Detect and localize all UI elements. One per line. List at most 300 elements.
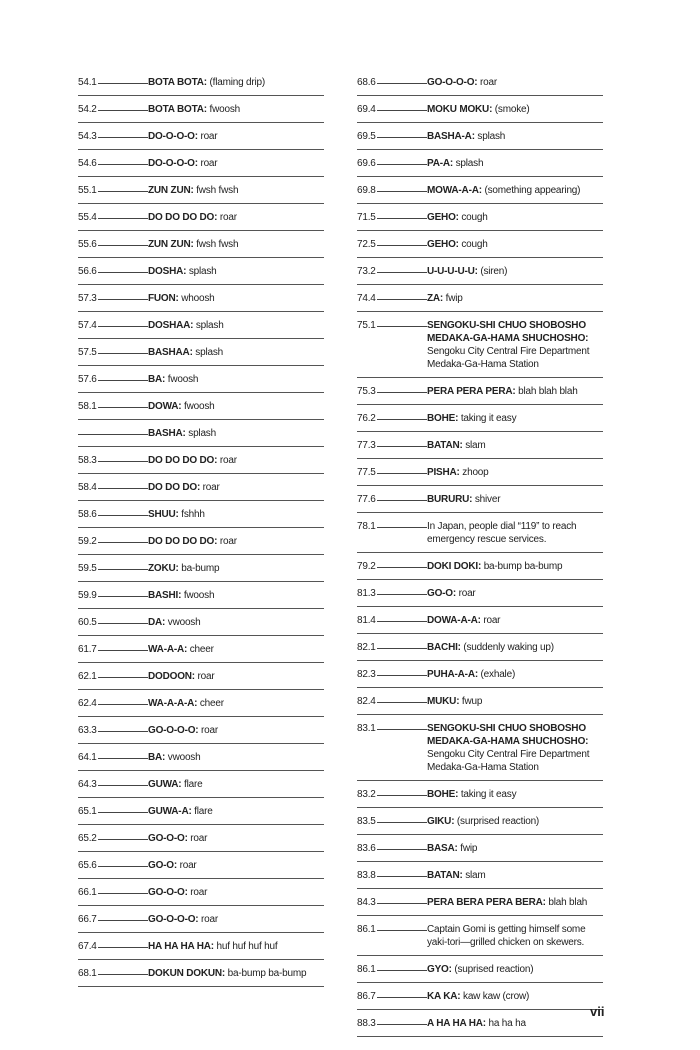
leader-rule bbox=[98, 83, 148, 84]
leader-rule bbox=[377, 795, 427, 796]
entry-text bbox=[427, 184, 603, 197]
leader-rule bbox=[98, 218, 148, 219]
sound-effect-term: SENGOKU-SHI CHUO SHOBOSHO MEDAKA-GA-HAMA SHUCHOSHO: bbox=[427, 723, 589, 747]
translation: roar bbox=[197, 158, 218, 169]
sound-effect-term: BASHA-A: bbox=[427, 131, 475, 142]
sound-effect-term: DO DO DO DO: bbox=[148, 536, 218, 547]
glossary-entry bbox=[357, 177, 603, 204]
glossary-entry bbox=[78, 879, 324, 906]
leader-rule bbox=[98, 677, 148, 678]
glossary-entry bbox=[357, 459, 603, 486]
entry-text bbox=[148, 805, 324, 818]
entry-page-panel: 65.2 bbox=[78, 833, 97, 844]
leader-rule bbox=[377, 137, 427, 138]
entry-page-panel: 57.4 bbox=[78, 320, 97, 331]
glossary-entry bbox=[78, 447, 324, 474]
entry-page-panel: 66.7 bbox=[78, 914, 97, 925]
sound-effect-term: KA KA: bbox=[427, 991, 461, 1002]
leader-rule bbox=[377, 83, 427, 84]
translation: whoosh bbox=[178, 293, 215, 304]
entry-text bbox=[148, 319, 324, 332]
glossary-entry bbox=[357, 96, 603, 123]
entry-text bbox=[148, 562, 324, 575]
translation: cough bbox=[458, 212, 488, 223]
entry-text bbox=[148, 886, 324, 899]
entry-text bbox=[148, 535, 324, 548]
entry-text bbox=[148, 157, 324, 170]
entry-page-panel: 57.3 bbox=[78, 293, 97, 304]
leader-rule bbox=[98, 461, 148, 462]
sound-effect-term: DOKI DOKI: bbox=[427, 561, 482, 572]
entry-page-panel: 81.3 bbox=[357, 588, 376, 599]
leader-rule bbox=[377, 675, 427, 676]
entry-text bbox=[427, 265, 603, 278]
entry-text bbox=[427, 990, 603, 1003]
entry-page-panel: 86.7 bbox=[357, 991, 376, 1002]
glossary-right-column bbox=[357, 69, 603, 1037]
translation: (suddenly waking up) bbox=[460, 642, 554, 653]
leader-rule bbox=[98, 650, 148, 651]
glossary-entry bbox=[78, 852, 324, 879]
entry-text bbox=[148, 454, 324, 467]
glossary-entry bbox=[357, 835, 603, 862]
translation: splash bbox=[192, 347, 224, 358]
leader-rule bbox=[98, 704, 148, 705]
glossary-entry bbox=[357, 553, 603, 580]
glossary-entry bbox=[357, 378, 603, 405]
glossary-entry bbox=[357, 916, 603, 956]
translation: flare bbox=[191, 806, 213, 817]
glossary-entry bbox=[357, 688, 603, 715]
sound-effect-term: A HA HA HA: bbox=[427, 1018, 486, 1029]
entry-text bbox=[427, 896, 603, 909]
entry-text bbox=[148, 724, 324, 737]
translation: Sengoku City Central Fire Department Medaka-Ga-Hama Station bbox=[427, 346, 590, 370]
glossary-entry bbox=[78, 366, 324, 393]
entry-text bbox=[148, 211, 324, 224]
entry-text bbox=[148, 346, 324, 359]
leader-rule bbox=[98, 515, 148, 516]
leader-rule bbox=[377, 822, 427, 823]
translation: roar bbox=[217, 536, 237, 547]
entry-page-panel: 67.4 bbox=[78, 941, 97, 952]
entry-page-panel: 65.6 bbox=[78, 860, 97, 871]
leader-rule bbox=[98, 812, 148, 813]
entry-text bbox=[148, 940, 324, 953]
sound-effect-term: U-U-U-U-U: bbox=[427, 266, 478, 277]
translation: fwoosh bbox=[206, 104, 240, 115]
entry-page-panel: 82.1 bbox=[357, 642, 376, 653]
entry-page-panel: 75.3 bbox=[357, 386, 376, 397]
entry-text bbox=[148, 400, 324, 413]
glossary-entry bbox=[78, 285, 324, 312]
entry-page-panel: 68.1 bbox=[78, 968, 97, 979]
glossary-entry bbox=[78, 69, 324, 96]
sound-effect-term: DO-O-O-O: bbox=[148, 131, 198, 142]
glossary-entry bbox=[78, 798, 324, 825]
glossary-entry bbox=[78, 123, 324, 150]
entry-text bbox=[427, 493, 603, 506]
translation: splash bbox=[185, 428, 216, 439]
sound-effect-term: DO-O-O-O: bbox=[148, 158, 198, 169]
entry-page-panel: 62.4 bbox=[78, 698, 97, 709]
translation: fwoosh bbox=[165, 374, 199, 385]
translation: zhoop bbox=[459, 467, 489, 478]
leader-rule bbox=[377, 164, 427, 165]
glossary-entry bbox=[357, 432, 603, 459]
entry-page-panel: 54.6 bbox=[78, 158, 97, 169]
translation: ba-bump ba-bump bbox=[481, 561, 563, 572]
translation: cheer bbox=[197, 698, 224, 709]
sound-effect-term: FUON: bbox=[148, 293, 179, 304]
entry-text bbox=[148, 859, 324, 872]
translation: splash bbox=[186, 266, 217, 277]
sound-effect-term: PA-A: bbox=[427, 158, 454, 169]
translation: huf huf huf huf bbox=[213, 941, 278, 952]
entry-text bbox=[427, 695, 603, 708]
translation: vwoosh bbox=[165, 752, 201, 763]
entry-page-panel: 81.4 bbox=[357, 615, 376, 626]
entry-text bbox=[427, 560, 603, 573]
entry-text bbox=[148, 238, 324, 251]
translation: roar bbox=[177, 860, 197, 871]
glossary-entry bbox=[78, 258, 324, 285]
leader-rule bbox=[377, 392, 427, 393]
glossary-entry bbox=[357, 956, 603, 983]
entry-page-panel: 88.3 bbox=[357, 1018, 376, 1029]
entry-text bbox=[148, 76, 324, 89]
entry-text bbox=[148, 508, 324, 521]
sound-effect-term: DO DO DO DO: bbox=[148, 212, 218, 223]
sound-effect-term: MOWA-A-A: bbox=[427, 185, 482, 196]
entry-page-panel: 55.6 bbox=[78, 239, 97, 250]
leader-rule bbox=[377, 272, 427, 273]
entry-text bbox=[148, 130, 324, 143]
translation: splash bbox=[193, 320, 224, 331]
leader-rule bbox=[98, 245, 148, 246]
sound-effect-term: DO DO DO DO: bbox=[148, 455, 218, 466]
translation: splash bbox=[453, 158, 484, 169]
translation: roar bbox=[198, 914, 218, 925]
translation: fwsh fwsh bbox=[193, 185, 239, 196]
translation: slam bbox=[462, 870, 486, 881]
leader-rule bbox=[98, 353, 148, 354]
leader-rule bbox=[377, 702, 427, 703]
leader-rule bbox=[377, 930, 427, 931]
entry-page-panel: 68.6 bbox=[357, 77, 376, 88]
leader-rule bbox=[377, 446, 427, 447]
entry-page-panel: 83.6 bbox=[357, 843, 376, 854]
entry-text bbox=[427, 211, 603, 224]
glossary-entry bbox=[357, 69, 603, 96]
translation: fshhh bbox=[178, 509, 205, 520]
translation: (siren) bbox=[477, 266, 508, 277]
entry-text bbox=[148, 589, 324, 602]
entry-page-panel: 54.1 bbox=[78, 77, 97, 88]
leader-rule bbox=[98, 110, 148, 111]
leader-rule bbox=[98, 164, 148, 165]
translation: vwoosh bbox=[165, 617, 201, 628]
glossary-entry bbox=[78, 744, 324, 771]
entry-page-panel: 55.4 bbox=[78, 212, 97, 223]
glossary-entry bbox=[78, 96, 324, 123]
translation: shiver bbox=[472, 494, 501, 505]
entry-text bbox=[427, 439, 603, 452]
entry-text bbox=[148, 481, 324, 494]
entry-page-panel: 59.5 bbox=[78, 563, 97, 574]
entry-page-panel: 72.5 bbox=[357, 239, 376, 250]
sound-effect-term: DO DO DO: bbox=[148, 482, 201, 493]
sound-effect-term: ZUN ZUN: bbox=[148, 239, 194, 250]
leader-rule bbox=[377, 849, 427, 850]
entry-page-panel: 82.4 bbox=[357, 696, 376, 707]
entry-page-panel: 86.1 bbox=[357, 924, 376, 935]
glossary-entry bbox=[78, 690, 324, 717]
entry-text bbox=[148, 292, 324, 305]
entry-text bbox=[427, 923, 603, 949]
glossary-entry bbox=[78, 150, 324, 177]
glossary-entry bbox=[357, 889, 603, 916]
glossary-entry bbox=[78, 609, 324, 636]
sound-effect-term: BASHAA: bbox=[148, 347, 193, 358]
entry-page-panel: 57.5 bbox=[78, 347, 97, 358]
translation: fwup bbox=[459, 696, 483, 707]
glossary-entry bbox=[357, 1010, 603, 1037]
glossary-entry bbox=[78, 420, 324, 447]
translation: ha ha ha bbox=[485, 1018, 526, 1029]
translation: (flaming drip) bbox=[206, 77, 266, 88]
leader-rule bbox=[98, 920, 148, 921]
leader-rule bbox=[98, 839, 148, 840]
glossary-left-column bbox=[78, 69, 324, 987]
entry-page-panel: 61.7 bbox=[78, 644, 97, 655]
glossary-entry bbox=[78, 501, 324, 528]
leader-rule bbox=[377, 1024, 427, 1025]
sound-effect-term: GUWA: bbox=[148, 779, 182, 790]
leader-rule bbox=[377, 903, 427, 904]
entry-text bbox=[148, 751, 324, 764]
glossary-entry bbox=[357, 781, 603, 808]
leader-rule bbox=[78, 434, 148, 435]
entry-page-panel: 83.8 bbox=[357, 870, 376, 881]
glossary-entry bbox=[357, 862, 603, 889]
leader-rule bbox=[377, 970, 427, 971]
entry-text bbox=[427, 641, 603, 654]
glossary-entry bbox=[78, 393, 324, 420]
entry-page-panel: 83.1 bbox=[357, 723, 376, 734]
glossary-entry bbox=[78, 474, 324, 501]
leader-rule bbox=[377, 621, 427, 622]
entry-page-panel: 69.4 bbox=[357, 104, 376, 115]
entry-page-panel: 57.6 bbox=[78, 374, 97, 385]
sound-effect-term: BURURU: bbox=[427, 494, 473, 505]
glossary-entry bbox=[78, 717, 324, 744]
translation: taking it easy bbox=[458, 413, 517, 424]
entry-page-panel: 65.1 bbox=[78, 806, 97, 817]
glossary-entry bbox=[357, 607, 603, 634]
glossary-entry bbox=[78, 555, 324, 582]
leader-rule bbox=[377, 326, 427, 327]
sound-effect-term: BATAN: bbox=[427, 440, 463, 451]
entry-page-panel: 84.3 bbox=[357, 897, 376, 908]
entry-page-panel: 56.6 bbox=[78, 266, 97, 277]
glossary-entry bbox=[78, 636, 324, 663]
leader-rule bbox=[377, 648, 427, 649]
leader-rule bbox=[98, 380, 148, 381]
entry-page-panel: 62.1 bbox=[78, 671, 97, 682]
translation: roar bbox=[217, 455, 237, 466]
sound-effect-term: SENGOKU-SHI CHUO SHOBOSHO MEDAKA-GA-HAMA SHUCHOSHO: bbox=[427, 320, 589, 344]
entry-page-panel: 74.4 bbox=[357, 293, 376, 304]
entry-page-panel: 79.2 bbox=[357, 561, 376, 572]
entry-page-panel: 54.3 bbox=[78, 131, 97, 142]
entry-page-panel: 69.5 bbox=[357, 131, 376, 142]
entry-page-panel: 69.8 bbox=[357, 185, 376, 196]
translation: kaw kaw (crow) bbox=[460, 991, 530, 1002]
glossary-entry bbox=[357, 285, 603, 312]
entry-text bbox=[148, 373, 324, 386]
leader-rule bbox=[98, 542, 148, 543]
glossary-entry bbox=[78, 231, 324, 258]
entry-page-panel: 55.1 bbox=[78, 185, 97, 196]
sound-effect-term: DOKUN DOKUN: bbox=[148, 968, 226, 979]
glossary-entry bbox=[78, 771, 324, 798]
entry-page-panel: 54.2 bbox=[78, 104, 97, 115]
entry-text bbox=[148, 643, 324, 656]
entry-text bbox=[148, 697, 324, 710]
entry-page-panel: 60.5 bbox=[78, 617, 97, 628]
leader-rule bbox=[377, 527, 427, 528]
page-number: vii bbox=[590, 1004, 605, 1019]
entry-page-panel: 82.3 bbox=[357, 669, 376, 680]
leader-rule bbox=[377, 876, 427, 877]
glossary-entry bbox=[357, 580, 603, 607]
sound-effect-term: ZOKU: bbox=[148, 563, 179, 574]
entry-text bbox=[148, 184, 324, 197]
glossary-entry bbox=[357, 661, 603, 688]
entry-text bbox=[148, 427, 324, 440]
sound-effect-term: DOSHA: bbox=[148, 266, 187, 277]
sound-effect-term: BATAN: bbox=[427, 870, 463, 881]
sound-effect-term: BASHI: bbox=[148, 590, 182, 601]
leader-rule bbox=[98, 488, 148, 489]
translation: Sengoku City Central Fire Department Medaka-Ga-Hama Station bbox=[427, 749, 590, 773]
sound-effect-term: GYO: bbox=[427, 964, 452, 975]
glossary-entry bbox=[357, 312, 603, 378]
glossary-entry bbox=[78, 663, 324, 690]
entry-page-panel: 66.1 bbox=[78, 887, 97, 898]
sound-effect-term: GUWA-A: bbox=[148, 806, 192, 817]
translation: (exhale) bbox=[477, 669, 516, 680]
translation: roar bbox=[187, 833, 208, 844]
sound-effect-term: MUKU: bbox=[427, 696, 460, 707]
glossary-entry bbox=[357, 231, 603, 258]
entry-page-panel: 75.1 bbox=[357, 320, 376, 331]
translation: roar bbox=[197, 131, 218, 142]
leader-rule bbox=[377, 473, 427, 474]
translation: (surprised reaction) bbox=[454, 816, 540, 827]
entry-page-panel: 77.3 bbox=[357, 440, 376, 451]
translation: taking it easy bbox=[458, 789, 517, 800]
sound-effect-term: BA: bbox=[148, 752, 166, 763]
leader-rule bbox=[98, 785, 148, 786]
leader-rule bbox=[98, 137, 148, 138]
translation: roar bbox=[194, 671, 215, 682]
entry-text bbox=[427, 76, 603, 89]
translation: fwsh fwsh bbox=[193, 239, 239, 250]
leader-rule bbox=[98, 326, 148, 327]
glossary-entry bbox=[78, 933, 324, 960]
sound-effect-term: BA: bbox=[148, 374, 166, 385]
sound-effect-term: SHUU: bbox=[148, 509, 179, 520]
sound-effect-term: GO-O-O: bbox=[148, 833, 188, 844]
translation: roar bbox=[187, 887, 208, 898]
translation: roar bbox=[477, 77, 497, 88]
translation: (something appearing) bbox=[481, 185, 581, 196]
leader-rule bbox=[377, 110, 427, 111]
sound-effect-term: GO-O: bbox=[148, 860, 177, 871]
translation: cough bbox=[458, 239, 488, 250]
entry-page-panel: 73.2 bbox=[357, 266, 376, 277]
entry-text bbox=[148, 832, 324, 845]
leader-rule bbox=[98, 974, 148, 975]
entry-page-panel: 77.6 bbox=[357, 494, 376, 505]
entry-text bbox=[427, 385, 603, 398]
leader-rule bbox=[377, 191, 427, 192]
leader-rule bbox=[377, 729, 427, 730]
translation: roar bbox=[198, 725, 218, 736]
leader-rule bbox=[377, 218, 427, 219]
entry-page-panel: 77.5 bbox=[357, 467, 376, 478]
leader-rule bbox=[377, 419, 427, 420]
entry-page-panel: 83.5 bbox=[357, 816, 376, 827]
sound-effect-term: BOHE: bbox=[427, 789, 459, 800]
entry-text bbox=[148, 778, 324, 791]
glossary-entry bbox=[357, 486, 603, 513]
sound-effect-term: PUHA-A-A: bbox=[427, 669, 478, 680]
leader-rule bbox=[377, 567, 427, 568]
glossary-entry bbox=[78, 528, 324, 555]
entry-page-panel: 83.2 bbox=[357, 789, 376, 800]
entry-text bbox=[148, 670, 324, 683]
sound-effect-term: BASA: bbox=[427, 843, 458, 854]
translation: cheer bbox=[187, 644, 214, 655]
entry-text bbox=[427, 103, 603, 116]
entry-page-panel: 64.1 bbox=[78, 752, 97, 763]
translation: splash bbox=[474, 131, 506, 142]
glossary-entry bbox=[78, 582, 324, 609]
sound-effect-term: DA: bbox=[148, 617, 166, 628]
translation: fwip bbox=[457, 843, 478, 854]
translation: roar bbox=[456, 588, 476, 599]
glossary-entry bbox=[357, 258, 603, 285]
entry-text bbox=[427, 520, 603, 546]
glossary-entry bbox=[357, 808, 603, 835]
entry-page-panel: 59.9 bbox=[78, 590, 97, 601]
leader-rule bbox=[377, 594, 427, 595]
entry-text bbox=[148, 967, 324, 980]
glossary-entry bbox=[357, 204, 603, 231]
glossary-entry bbox=[357, 634, 603, 661]
entry-text bbox=[427, 319, 603, 371]
leader-rule bbox=[98, 947, 148, 948]
entry-page-panel: 86.1 bbox=[357, 964, 376, 975]
sound-effect-term: WA-A-A: bbox=[148, 644, 188, 655]
entry-page-panel: 63.3 bbox=[78, 725, 97, 736]
entry-text bbox=[427, 963, 603, 976]
translation: fwip bbox=[443, 293, 463, 304]
translation: Captain Gomi is getting himself some yaki-tori—grilled chicken on skewers. bbox=[427, 924, 586, 948]
